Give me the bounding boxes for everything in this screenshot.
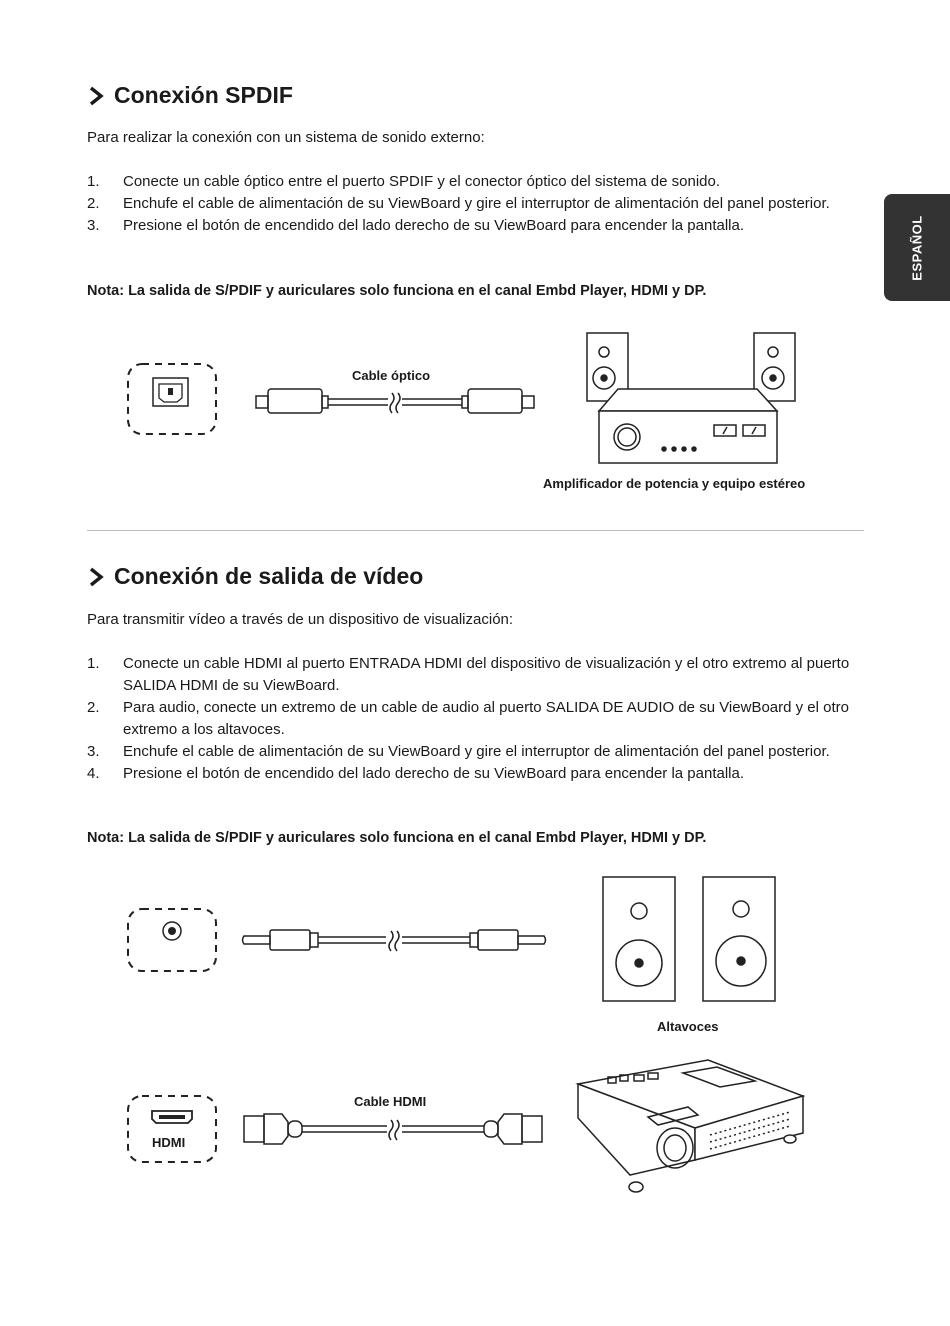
step-text: Conecte un cable HDMI al puerto ENTRADA HDMI del dispositivo de visualización y el otro extremo al puerto SALIDA HDMI de su ViewBoard. xyxy=(123,655,850,694)
video-section-title xyxy=(86,563,423,590)
amplifier-label: Amplificador de potencia y equipo estéreo xyxy=(543,476,806,491)
step-number: 1. xyxy=(87,173,100,190)
list-item xyxy=(87,741,867,763)
spdif-steps-list xyxy=(87,171,857,237)
video-intro: Para transmitir vídeo a través de un dispositivo de visualización: xyxy=(87,611,514,628)
hdmi-cable-label: Cable HDMI xyxy=(354,1094,427,1109)
language-tab-label: ESPAÑOL xyxy=(909,214,925,281)
hdmi-cable-icon xyxy=(244,1114,542,1144)
step-number: 4. xyxy=(87,765,100,782)
list-item xyxy=(87,653,867,697)
amplifier-stereo-icon xyxy=(587,333,795,463)
step-number: 3. xyxy=(87,743,100,760)
projector-icon xyxy=(578,1060,803,1192)
hdmi-port-icon xyxy=(128,1096,216,1162)
step-number: 3. xyxy=(87,217,100,234)
spdif-title-text: Conexión SPDIF xyxy=(114,82,293,108)
spdif-section-title xyxy=(86,82,293,109)
step-text: Presione el botón de encendido del lado derecho de su ViewBoard para encender la pantalla. xyxy=(123,217,745,234)
step-text: Para audio, conecte un extremo de un cable de audio al puerto SALIDA DE AUDIO de su ViewBoard y el otro extremo a los altavoces. xyxy=(123,699,849,738)
step-number: 2. xyxy=(87,195,100,212)
spdif-note: Nota: La salida de S/PDIF y auriculares solo funciona en el canal Embd Player, HDMI y DP. xyxy=(87,283,707,299)
hdmi-port-label: HDMI xyxy=(152,1135,186,1150)
language-tab xyxy=(884,194,950,301)
step-text: Presione el botón de encendido del lado derecho de su ViewBoard para encender la pantalla. xyxy=(123,765,745,782)
speakers-icon xyxy=(603,877,775,1001)
step-text: Enchufe el cable de alimentación de su ViewBoard y gire el interruptor de alimentación del panel posterior. xyxy=(123,195,830,212)
speakers-label: Altavoces xyxy=(657,1019,719,1034)
audio-cable-icon xyxy=(243,930,546,951)
optical-cable-icon xyxy=(256,389,534,413)
optical-port-icon xyxy=(128,364,216,434)
chevron-right-icon xyxy=(86,567,106,587)
audio-port-icon xyxy=(128,909,216,971)
list-item xyxy=(87,215,857,237)
section-divider xyxy=(87,530,864,531)
optical-cable-label: Cable óptico xyxy=(352,368,431,383)
step-number: 1. xyxy=(87,655,100,672)
list-item xyxy=(87,697,867,741)
video-title-text: Conexión de salida de vídeo xyxy=(114,563,424,589)
video-note: Nota: La salida de S/PDIF y auriculares solo funciona en el canal Embd Player, HDMI y DP. xyxy=(87,830,707,846)
list-item xyxy=(87,763,867,785)
step-number: 2. xyxy=(87,699,100,716)
chevron-right-icon xyxy=(86,86,106,106)
spdif-intro: Para realizar la conexión con un sistema de sonido externo: xyxy=(87,129,485,146)
step-text: Enchufe el cable de alimentación de su ViewBoard y gire el interruptor de alimentación del panel posterior. xyxy=(123,743,830,760)
list-item xyxy=(87,193,857,215)
video-steps-list xyxy=(87,653,867,785)
step-text: Conecte un cable óptico entre el puerto SPDIF y el conector óptico del sistema de sonido. xyxy=(123,173,721,190)
list-item xyxy=(87,171,857,193)
